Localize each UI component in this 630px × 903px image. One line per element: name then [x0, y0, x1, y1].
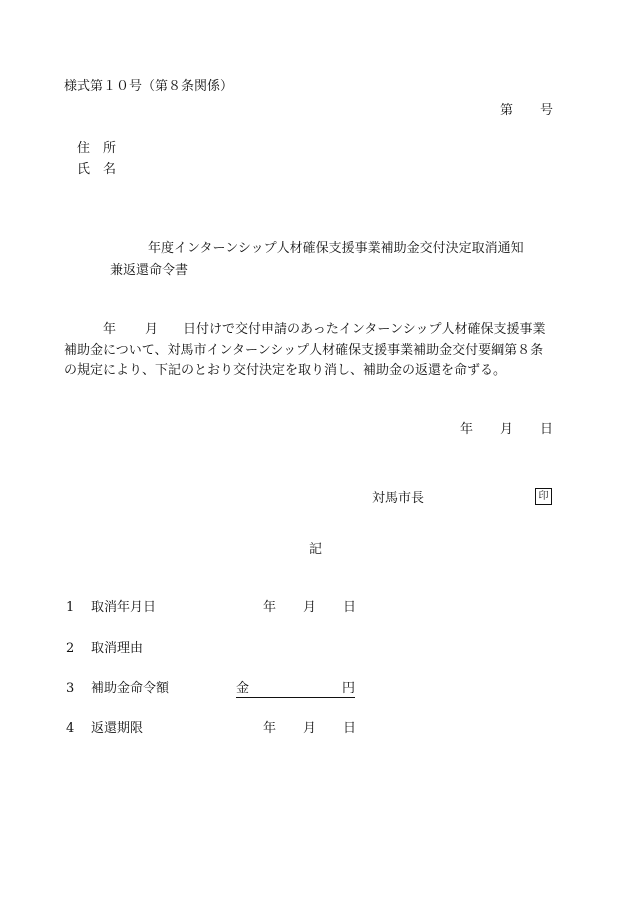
- item-number: 2: [66, 641, 75, 656]
- item-day: 日: [343, 721, 357, 736]
- item-number: 3: [66, 681, 75, 696]
- doc-number-go: 号: [540, 103, 554, 118]
- item-number: 1: [66, 600, 75, 615]
- item-year: 年: [263, 721, 277, 736]
- item-month: 月: [303, 600, 317, 615]
- amount-kin: 金: [236, 681, 250, 696]
- item-label: 取消理由: [91, 641, 144, 656]
- item-month: 月: [303, 721, 317, 736]
- body-month: 月: [145, 322, 159, 337]
- issue-date-year: 年: [460, 422, 474, 437]
- document-title-line2: 兼返還命令書: [110, 263, 189, 278]
- amount-underline: [236, 697, 355, 698]
- issuer-title: 対馬市長: [372, 491, 425, 506]
- address-label-2: 所: [103, 141, 117, 156]
- item-label: 補助金命令額: [91, 681, 170, 696]
- body-year: 年: [103, 322, 117, 337]
- item-label: 返還期限: [91, 721, 144, 736]
- seal-mark: 印: [535, 488, 552, 505]
- document-title-line1: 年度インターンシップ人材確保支援事業補助金交付決定取消通知: [148, 241, 524, 256]
- ki-heading: 記: [309, 542, 323, 557]
- body-line1: 日付けで交付申請のあったインターンシップ人材確保支援事業: [183, 322, 546, 337]
- address-label: 住: [77, 141, 91, 156]
- name-label: 氏: [77, 162, 91, 177]
- body-line2: 補助金について、対馬市インターンシップ人材確保支援事業補助金交付要綱第８条: [64, 343, 544, 358]
- item-number: 4: [66, 721, 75, 736]
- item-label: 取消年月日: [91, 600, 157, 615]
- issue-date-day: 日: [540, 422, 554, 437]
- doc-number-dai: 第: [500, 103, 514, 118]
- name-label-2: 名: [103, 162, 117, 177]
- issue-date-month: 月: [500, 422, 514, 437]
- form-number: 様式第１０号（第８条関係）: [64, 79, 234, 94]
- item-day: 日: [343, 600, 357, 615]
- amount-yen: 円: [342, 681, 356, 696]
- item-year: 年: [263, 600, 277, 615]
- body-line3: の規定により、下記のとおり交付決定を取り消し、補助金の返還を命ずる。: [64, 363, 507, 378]
